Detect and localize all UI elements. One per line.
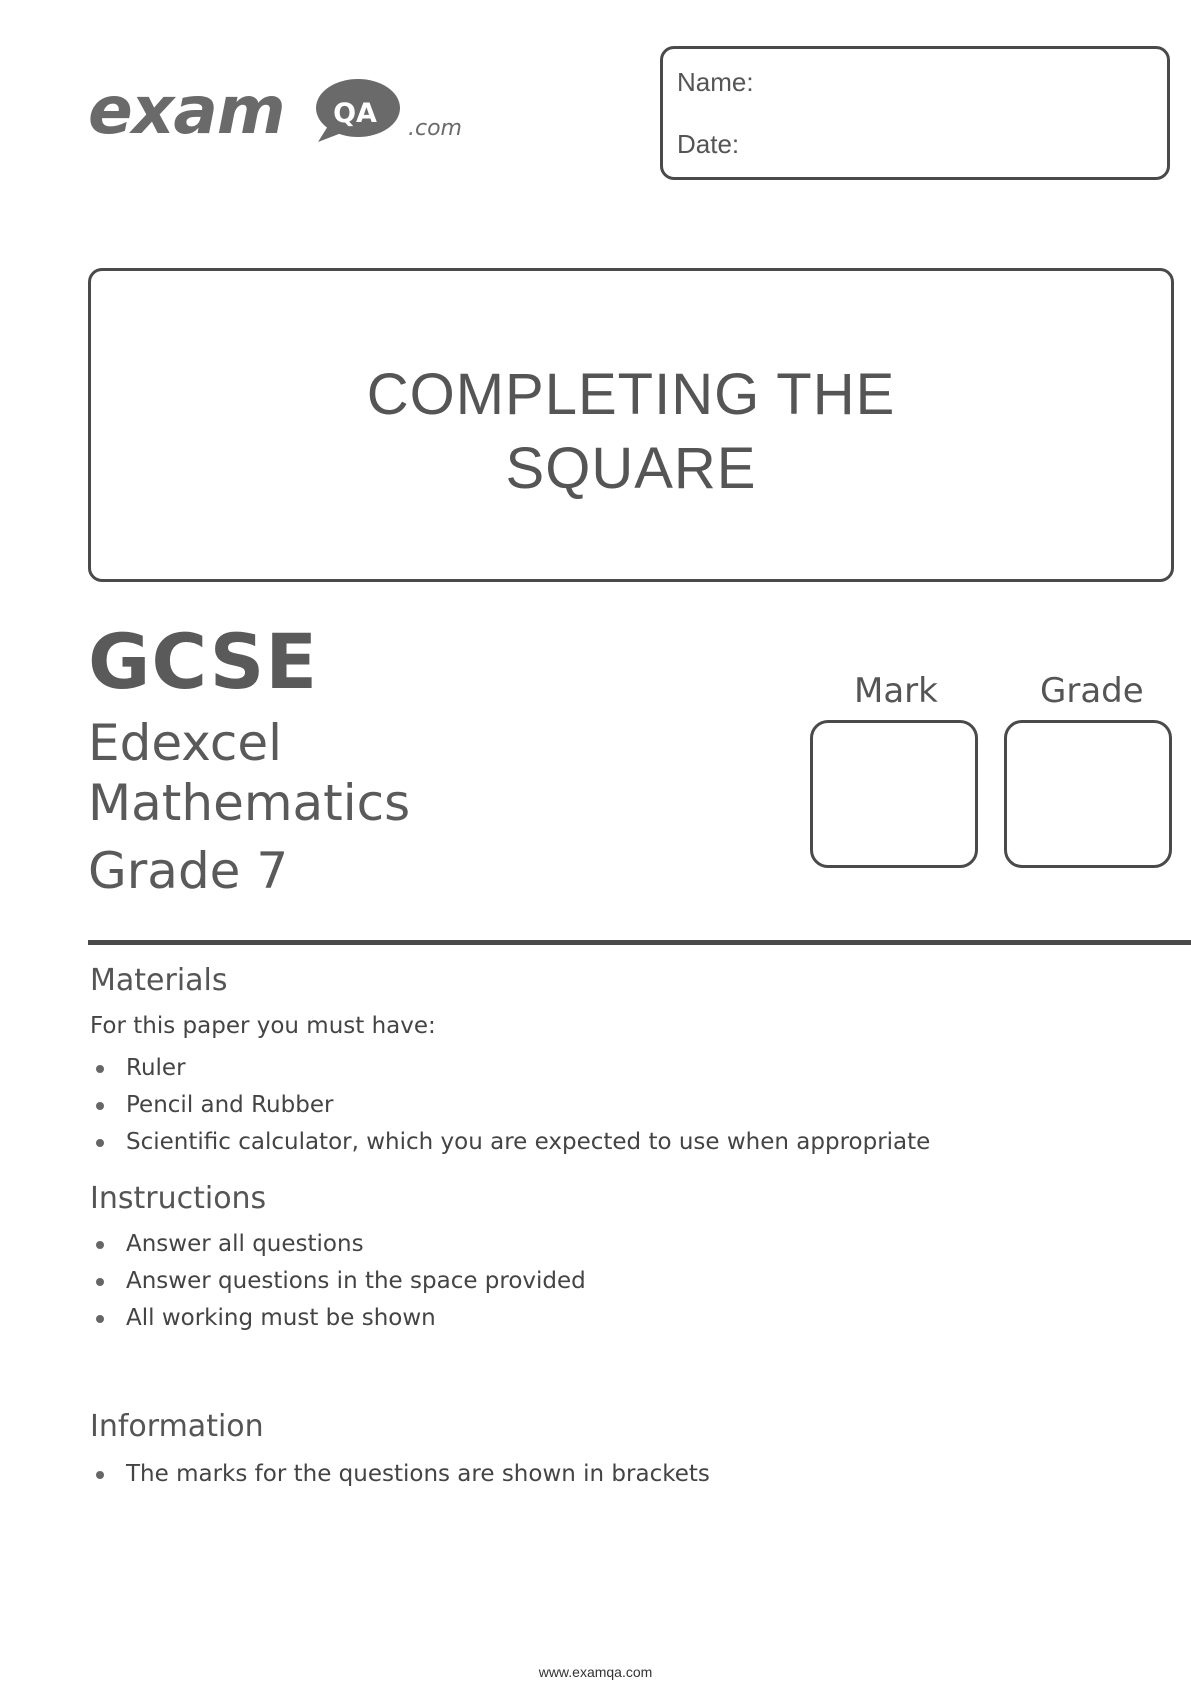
qualification-level: GCSE (88, 617, 319, 706)
name-date-box (660, 46, 1170, 180)
title-line-1: COMPLETING THE (366, 362, 896, 427)
list-item: Scientific calculator, which you are expected to use when appropriate (92, 1124, 930, 1161)
instructions-heading: Instructions (90, 1181, 267, 1216)
exam-board: Edexcel (88, 714, 283, 772)
logo-suffix: .com (408, 116, 462, 141)
mark-label: Mark (854, 671, 938, 711)
materials-list (92, 1050, 930, 1161)
instructions-list (92, 1226, 586, 1337)
list-item: Ruler (92, 1050, 930, 1087)
mark-box[interactable] (810, 720, 978, 868)
list-item: The marks for the questions are shown in brackets (92, 1456, 710, 1493)
information-heading: Information (90, 1409, 264, 1444)
footer-url[interactable]: www.examqa.com (538, 1664, 653, 1680)
title-box (88, 268, 1174, 582)
grade-label: Grade (1040, 671, 1144, 711)
materials-intro: For this paper you must have: (90, 1013, 436, 1039)
list-item: All working must be shown (92, 1300, 586, 1337)
date-label: Date: (677, 129, 740, 159)
title-line-2: SQUARE (505, 436, 757, 501)
information-list (92, 1456, 710, 1493)
materials-heading: Materials (90, 963, 228, 998)
examqa-logo (88, 72, 488, 168)
subject: Mathematics (88, 774, 411, 832)
list-item: Pencil and Rubber (92, 1087, 930, 1124)
list-item: Answer all questions (92, 1226, 586, 1263)
list-item: Answer questions in the space provided (92, 1263, 586, 1300)
target-grade: Grade 7 (88, 842, 289, 900)
grade-box[interactable] (1004, 720, 1172, 868)
logo-bubble-text: QA (333, 98, 377, 129)
name-label: Name: (677, 67, 754, 97)
section-divider (88, 940, 1191, 945)
logo-wordmark: exam (88, 72, 285, 149)
